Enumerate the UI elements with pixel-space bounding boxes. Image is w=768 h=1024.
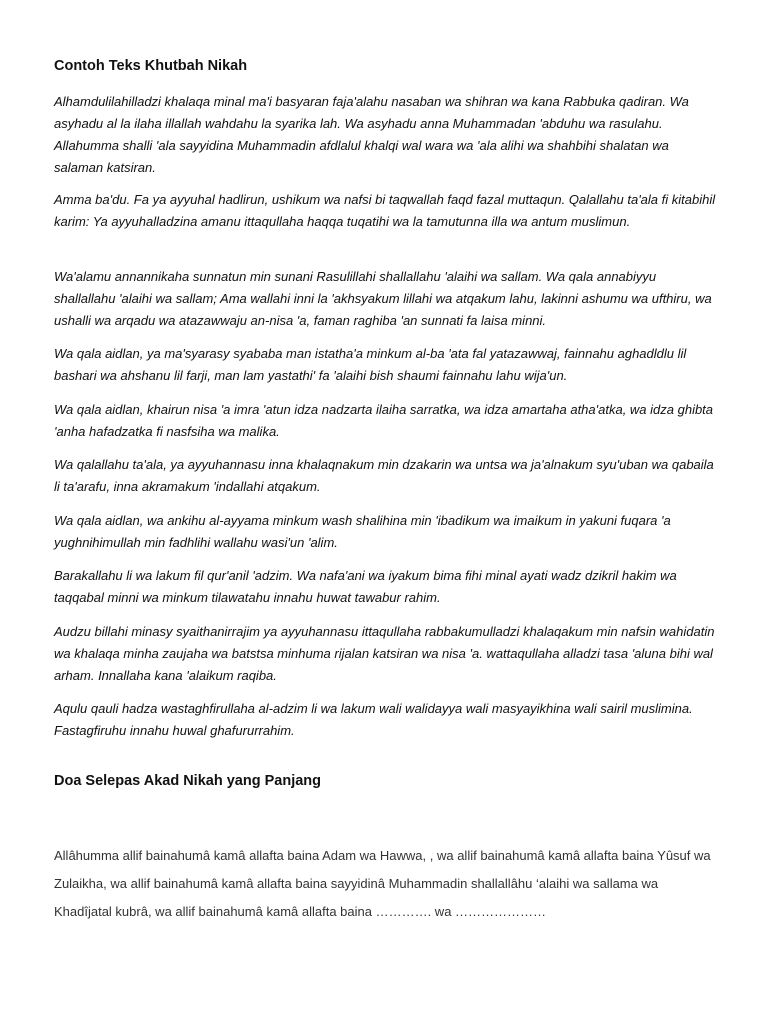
paragraph: Barakallahu li wa lakum fil qur'anil 'adzim. Wa nafa'ani wa iyakum bima fihi minal ayati wadz dzikril hakim wa taqqabal minni wa minkum tilawatahu innahu huwat tawabur rahim.	[54, 568, 677, 605]
paragraph: Alhamdulilahilladzi khalaqa minal ma'i basyaran faja'alahu nasaban wa shihran wa kana Rabbuka qadiran. Wa asyhadu al la ilaha illallah wahdahu la syarika lah. Wa asyhadu anna Muhammadan 'abduhu wa rasulahu. Allahumma shalli 'ala sayyidina Muhammadin afdlalul khalqi wal wara wa 'ala alihi wa shahbihi shalatan wa salaman katsiran.	[54, 94, 689, 175]
paragraph: Amma ba'du. Fa ya ayyuhal hadlirun, ushikum wa nafsi bi taqwallah faqd fazal muttaqun. Qalallahu ta'ala fi kitabihil karim: Ya ayyuhalladzina amanu ittaqullaha haqqa tuqatihi wa la tamutunna illa wa antum muslimun.	[54, 192, 716, 229]
paragraph: Wa qalallahu ta'ala, ya ayyuhannasu inna khalaqnakum min dzakarin wa untsa wa ja'alnakum syu'uban wa qabaila li ta'arafu, inna akramakum 'indallahi atqakum.	[54, 457, 714, 494]
paragraph: Wa qala aidlan, khairun nisa 'a imra 'atun idza nadzarta ilaiha sarratka, wa idza amartaha atha'atka, wa idza ghibta 'anha hafadzatka fi nasfsiha wa malika.	[54, 402, 714, 439]
doa-text: Allâhumma allif bainahumâ kamâ allafta baina Adam wa Hawwa, , wa allif bainahumâ kamâ allafta baina Yûsuf wa Zulaikha, wa allif bainahumâ kamâ allafta baina sayyidinâ Muhammadin shallallâhu ‘alaihi wa sallama wa Khadîjatal kubrâ, wa allif bainahumâ kamâ allafta baina …………. wa …………………	[54, 848, 711, 919]
paragraph: Wa qala aidlan, wa ankihu al-ayyama minkum wash shalihina min 'ibadikum wa imaikum in yakuni fuqara 'a yughnihimullah min fadhlihi wallahu wasi'un 'alim.	[54, 513, 671, 550]
paragraph: Wa'alamu annannikaha sunnatun min sunani Rasulillahi shallallahu 'alaihi wa sallam. Wa qala annabiyyu shallallahu 'alaihi wa sallam; Ama wallahi inni la 'akhsyakum lillahi wa atqakum lahu, lakinni ashumu wa ufthiru, wa ushalli wa arqadu wa atazawwaju an-nisa 'a, faman raghiba 'an sunnati fa laisa minni.	[54, 269, 712, 328]
section-title-doa: Doa Selepas Akad Nikah yang Panjang	[54, 773, 321, 789]
paragraph: Aqulu qauli hadza wastaghfirullaha al-adzim li wa lakum wali walidayya wali masyayikhina wali sairil muslimina. Fastagfiruhu innahu huwal ghafururrahim.	[54, 701, 693, 738]
paragraph: Wa qala aidlan, ya ma'syarasy syababa man istatha'a minkum al-ba 'ata fal yatazawwaj, fainnahu aghadldlu lil bashari wa ahshanu lil farji, man lam yastathi' fa 'alaihi bish shaumi fainnahu lahu wija'un.	[54, 346, 687, 383]
paragraph: Audzu billahi minasy syaithanirrajim ya ayyuhannasu ittaqullaha rabbakumulladzi khalaqakum min nafsin wahidatin wa khalaqa minha zaujaha wa batstsa minhuma rijalan katsiran wa nisa 'a. wattaqullaha alladzi tasa 'aluna bihi wal arham. Innallaha kana 'alaikum raqiba.	[54, 624, 715, 683]
section-title-khutbah: Contoh Teks Khutbah Nikah	[54, 58, 248, 74]
